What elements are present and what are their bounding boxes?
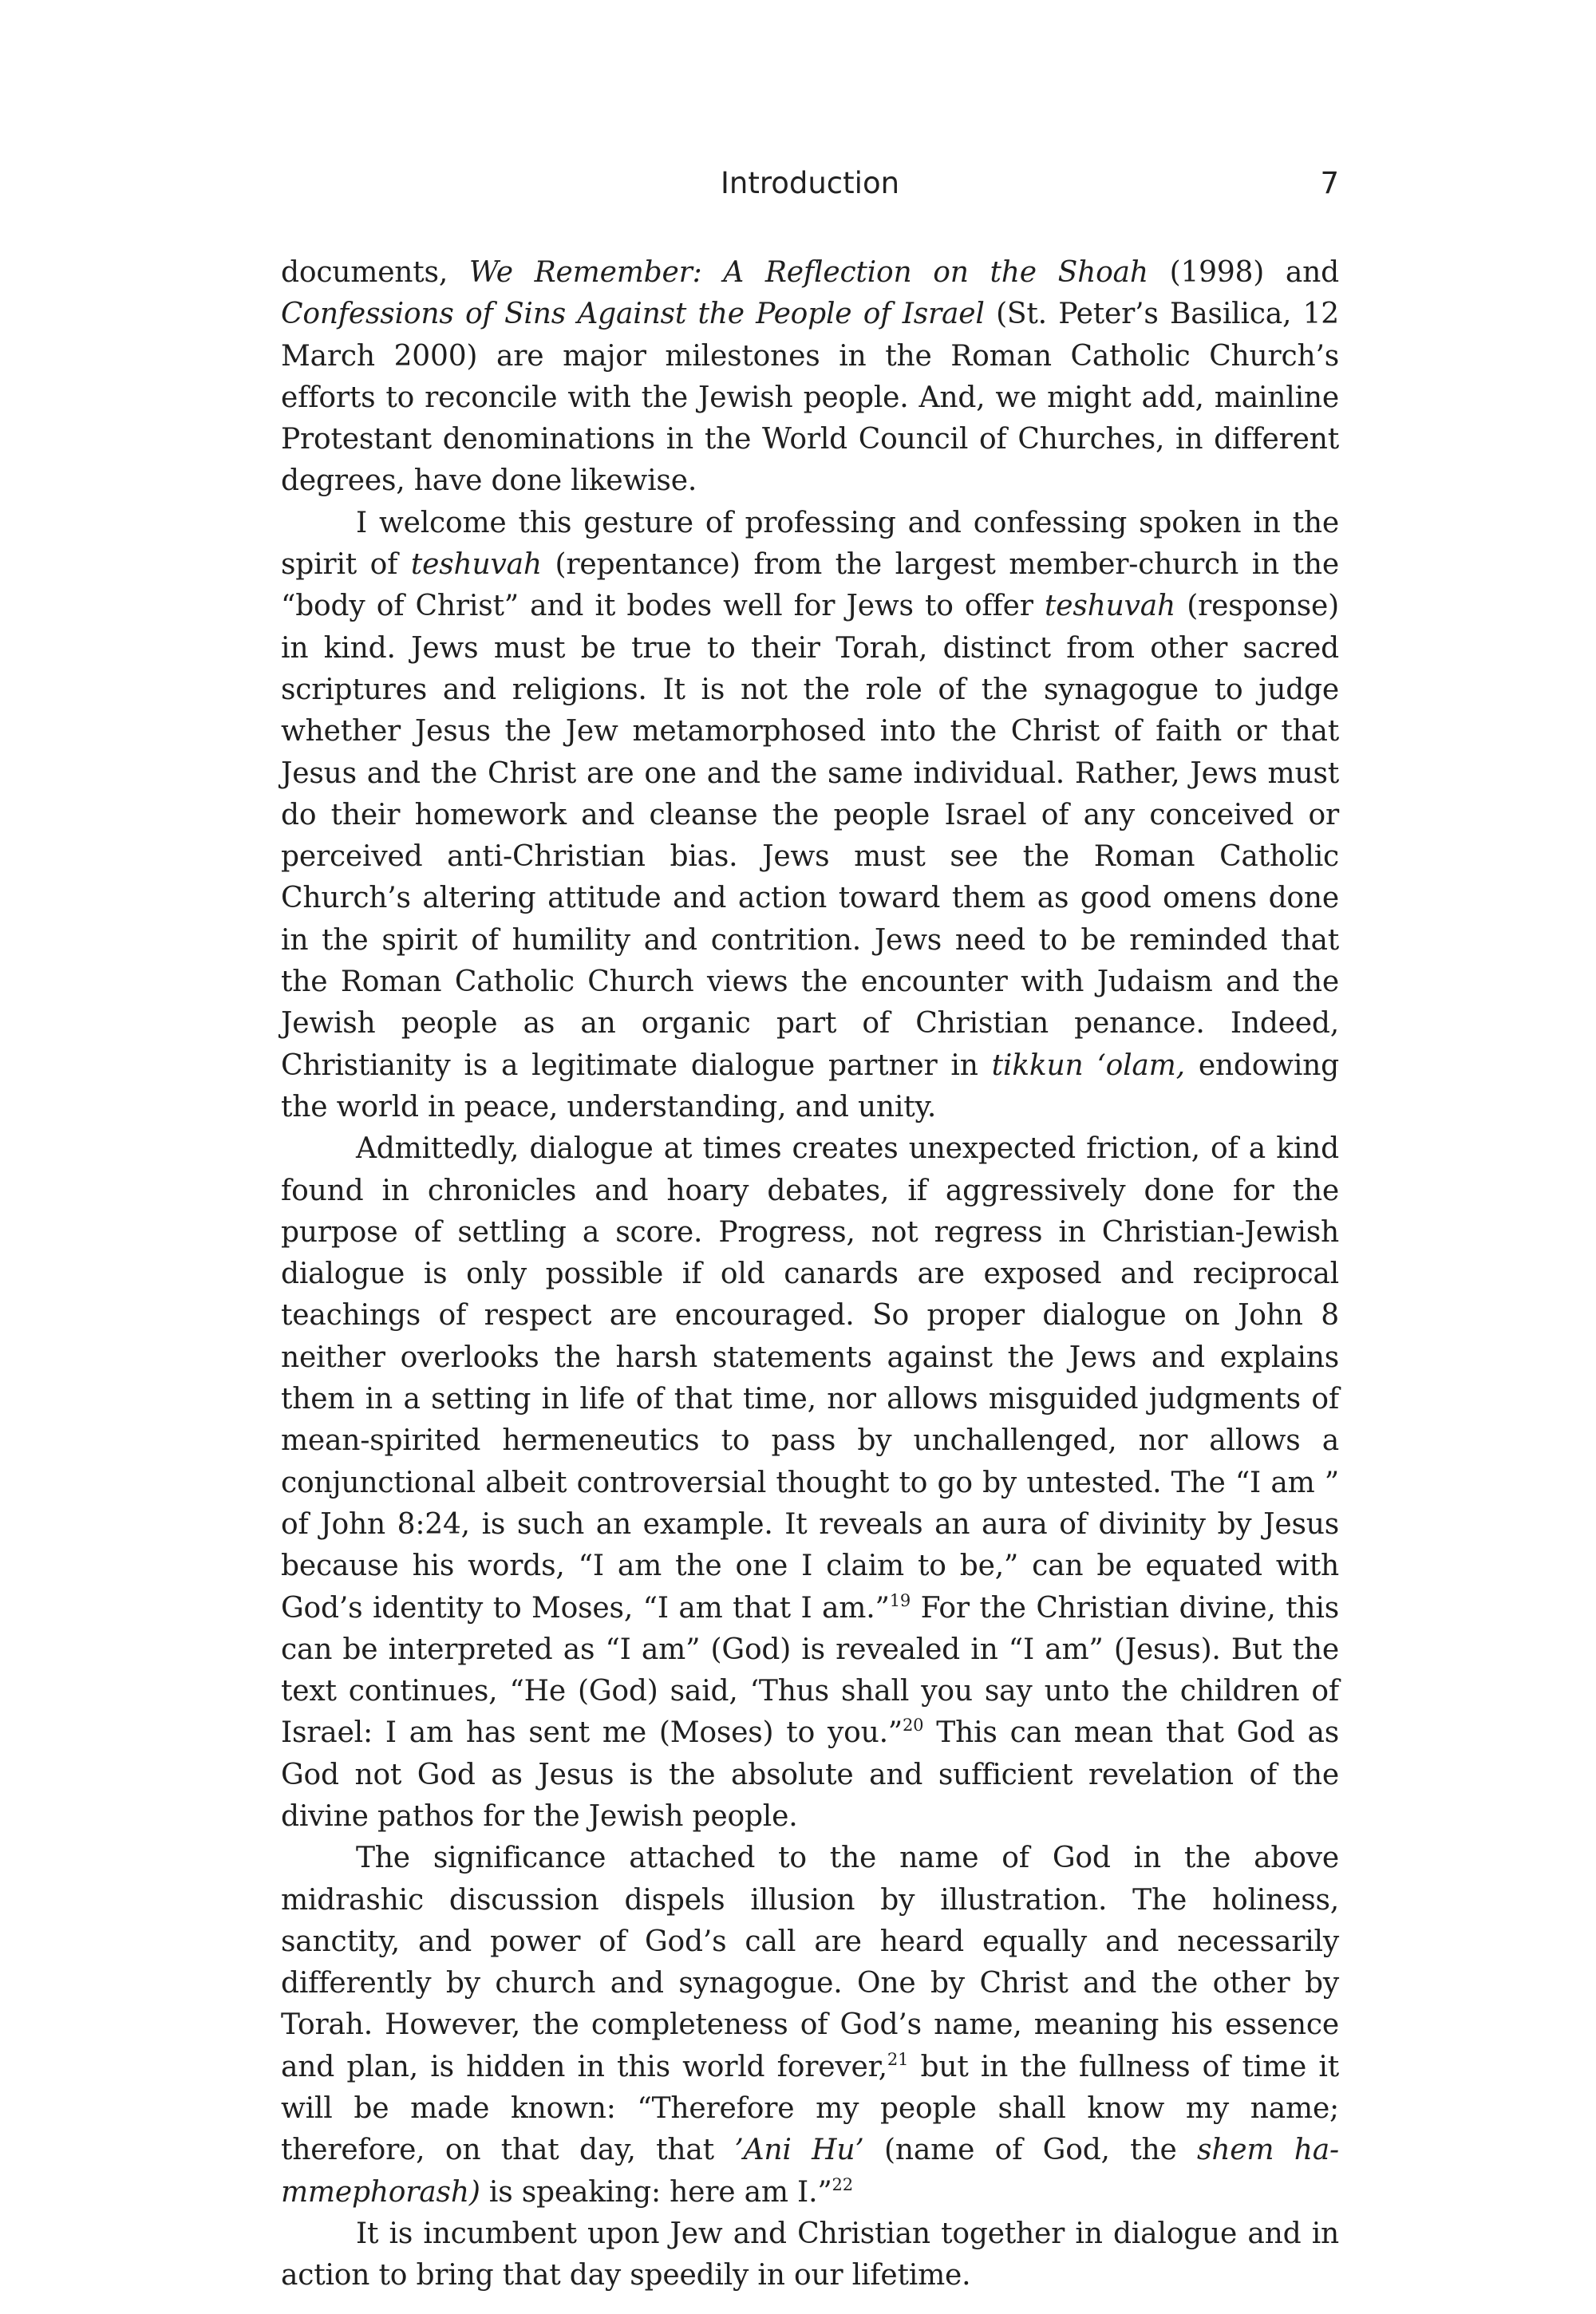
- footnote-marker[interactable]: 21: [887, 2049, 909, 2069]
- page-number: 7: [1320, 166, 1339, 200]
- footnote-marker[interactable]: 19: [889, 1590, 911, 1610]
- paragraph-teshuvah: I welcome this gesture of professing and confessing spoken in the spirit of teshuvah (repentance) from the largest member-church in the “body of Christ” and it bodes well for Jews to offer teshuvah (response) in kind. Jews must be true to their Torah, distinct from other sacred scriptures and religions. It is not the role of the synagogue to judge whether Jesus the Jew metamorphosed into the Christ of faith or that Jesus and the Christ are one and the same individual. Rather, Jews must do their homework and cleanse the people Israel of any conceived or perceived anti-Christian bias. Jews must see the Roman Catholic Church’s altering attitude and action toward them as good omens done in the spirit of humility and contrition. Jews need to be reminded that the Roman Catholic Church views the encounter with Judaism and the Jewish people as an organic part of Christian penance. Indeed, Christianity is a legitimate dialogue partner in tikkun ‘olam, endowing the world in peace, understanding, and unity.: [281, 506, 1340, 1123]
- footnote-marker[interactable]: 22: [832, 2174, 853, 2194]
- italic-term: teshuvah: [1044, 590, 1175, 623]
- running-head-title: Introduction: [720, 166, 900, 200]
- italic-term: We Remember: A Reflection on the Shoah: [468, 256, 1148, 289]
- italic-term: teshuvah: [410, 548, 542, 582]
- paragraph-dialogue-friction: Admittedly, dialogue at times creates unexpected friction, of a kind found in chronicles and hoary debates, if aggressively done for the purpose of settling a score. Progress, not regress in Christian-Jewish dialogue is only possible if old canards are exposed and reciprocal teachings of respect are encouraged. So proper dialogue on John 8 neither overlooks the harsh statements against the Jews and explains them in a setting in life of that time, nor allows misguided judgments of mean-spirited hermeneutics to pass by unchallenged, nor allows a conjunctional albeit controversial thought to go by untested. The “I am ” of John 8:24, is such an example. It reveals an aura of divinity by Jesus because his words, “I am the one I claim to be,” can be equated with God’s identity to Moses, “I am that I am.”$^{19}$ For the Christian divine, this can be interpreted as “I am” (God) is revealed in “I am” (Jesus). But the text continues, “He (God) said, ‘Thus shall you say unto the children of Israel: I am has sent me (Moses) to you.”$^{20}$ This can mean that God as God not God as Jesus is the absolute and sufficient revelation of the divine pathos for the Jewish people.: [281, 1132, 1339, 1833]
- body-text: [281, 252, 1339, 2297]
- paragraph-name-of-god: The significance attached to the name of God in the above midrashic discussion dispels illusion by illustration. The holiness, sanctity, and power of God’s call are heard equally and necessarily differently by church and synagogue. One by Christ and the other by Torah. However, the completeness of God’s name, meaning his essence and plan, is hidden in this world forever,$^{21}$ but in the fullness of time it will be made known: “Therefore my people shall know my name; therefore, on that day, that ’Ani Hu’ (name of God, the shem ha-mmephorash) is speaking: here am I.”$^{22}$: [281, 1842, 1340, 2209]
- italic-term: shem ha-mmephorash): [281, 2134, 1340, 2209]
- footnote-marker[interactable]: 20: [903, 1716, 924, 1736]
- italic-term: ’Ani Hu’: [734, 2134, 864, 2167]
- italic-term: tikkun ‘olam,: [991, 1048, 1185, 1082]
- paragraph-continued: documents, We Remember: A Reflection on the Shoah (1998) and Confessions of Sins Against the People of Israel (St. Peter’s Basilica, 12 March 2000) are major milestones in the Roman Catholic Church’s efforts to reconcile with the Jewish people. And, we might add, mainline Protestant denominations in the World Council of Churches, in different degrees, have done likewise.: [281, 256, 1339, 498]
- running-head: [281, 166, 1339, 211]
- italic-term: Confessions of Sins Against the People of Israel: [281, 298, 985, 331]
- paragraph-closing: It is incumbent upon Jew and Christian together in dialogue and in action to bring that day speedily in our lifetime.: [281, 2217, 1339, 2292]
